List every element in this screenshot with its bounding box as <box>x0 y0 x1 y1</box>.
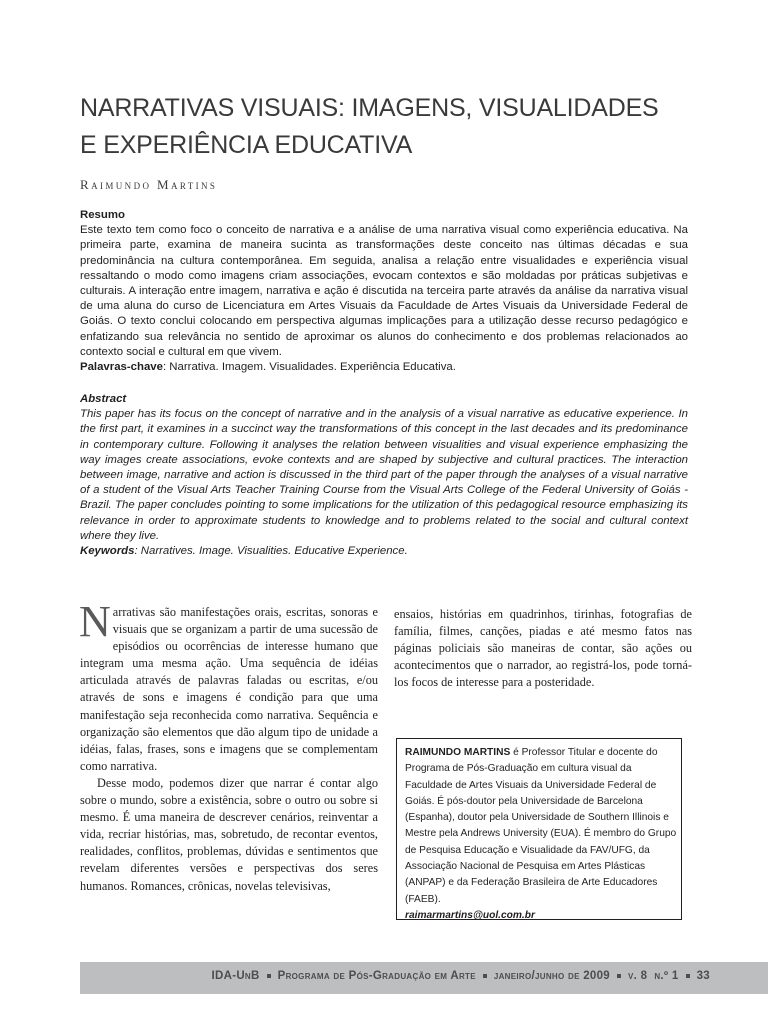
footer-number: n.º 1 <box>654 970 679 982</box>
abstract-heading: Abstract <box>80 393 127 405</box>
author-name: Raimundo Martins <box>80 177 218 192</box>
body-paragraph-2: Desse modo, podemos dizer que narrar é contar algo sobre o mundo, sobre a existência, sobre o outro ou sobre si mesmo. É uma maneira de descrever cenários, reinventar a vida, recriar histórias, mas, sobretudo, de recontar eventos, realidades, conflitos, problemas, dúvidas e sentimentos que revelam diferentes versões e perspectivas dos seres humanos. Romances, crônicas, novelas televisivas, <box>80 775 378 893</box>
footer-separator <box>483 974 487 978</box>
resumo-section <box>80 208 688 375</box>
footer-separator <box>267 974 271 978</box>
footer-program: Programa de Pós-Graduação em Arte <box>277 970 476 982</box>
title-line-1: NARRATIVAS VISUAIS: IMAGENS, VISUALIDADES <box>80 94 659 122</box>
body-paragraph-1 <box>79 597 378 775</box>
abstract-keywords <box>80 545 408 557</box>
resumo-text: Este texto tem como foco o conceito de narrativa e a análise de uma narrativa visual como experiência educativa. Na primeira parte, examina de maneira sucinta as transformações deste conceito nas últimas décadas e sua predominância na cultura contemporânea. Em seguida, analisa a relação entre visualidades e experiência visual ressaltando o modo como imagens criam associações, evocam contextos e são moldadas por práticas subjetivas e culturais. A interação entre imagem, narrativa e ação é discutida na terceira parte através da análise da narrativa visual de uma aluna do curso de Licenciatura em Artes Visuais da Faculdade de Artes Visuais da Universidade Federal de Goiás. O texto conclui colocando em perspectiva algumas implicações para a utilização desse recurso pedagógico e enfatizando sua relevância no sentido de aproximar os alunos do conhecimento e dos problemas relacionados ao contexto social e cultural em que vivem. <box>80 224 688 358</box>
abstract-keywords-text: : Narratives. Image. Visualities. Educative Experience. <box>134 545 408 558</box>
resumo-keywords-text: : Narrativa. Imagem. Visualidades. Experiência Educativa. <box>162 361 456 374</box>
abstract-section <box>80 392 688 559</box>
body-column-right <box>394 606 692 691</box>
body-paragraph-1-text: arrativas são manifestações orais, escritas, sonoras e visuais que se organizam a partir de uma sucessão de episódios ou ocorrências de interesse humano que integram uma mesma ação. Uma sequência de idéias articulada através de palavras faladas ou escritas, e/ou através de sons e imagens é condição para que uma manifestação seja reconhecida como narrativa. Sequência e organização são elementos que dão algum tipo de unidade a idéias, falas, frases, sons e imagens que se complementam como narrativa. <box>80 605 378 773</box>
abstract-text: This paper has its focus on the concept of narrative and in the analysis of a visual narrative as educative experience. In the first part, it examines in a succinct way the transformations of this concept in the last decades and its predominance in contemporary culture. Following it analyses the relation between visualities and visual experience emphasizing the way images create associations, evoke contexts and are shaped by subjective and cultural practices. The interaction between image, narrative and action is discussed in the third part of the paper through the analyses of a visual narrative of a student of the Visual Arts Teacher Training Course from the Visual Arts College of the Federal University of Goiás - Brazil. The paper concludes pointing to some implications for the utilization of this pedagogical resource emphasizing its relevance in order to approximate students to knowledge and to problems related to the social and cultural context where they live. <box>80 408 688 542</box>
author-email: raimarmartins@uol.com.br <box>405 909 535 921</box>
resumo-heading: Resumo <box>80 209 125 221</box>
body-paragraph-3: ensaios, histórias em quadrinhos, tirinhas, fotografias de família, filmes, canções, piadas e até mesmo fatos nas páginas policiais são maneiras de contar, são ações ou acontecimentos que o narrador, ao registrá-los, pode torná-los focos de interesse para a posteridade. <box>394 607 692 690</box>
article-title <box>80 90 700 164</box>
footer-volume: v. 8 <box>628 970 648 982</box>
body-column-left <box>79 597 378 895</box>
title-line-2: E EXPERIÊNCIA EDUCATIVA <box>80 131 413 159</box>
drop-cap: N <box>79 597 111 646</box>
footer-journal: IDA-UnB <box>211 970 260 982</box>
footer-text <box>211 970 710 982</box>
footer-date: janeiro/junho de 2009 <box>493 970 610 982</box>
bio-author-name: RAIMUNDO MARTINS <box>405 747 511 758</box>
footer-separator <box>686 974 690 978</box>
resumo-keywords <box>80 361 456 373</box>
author-bio-text <box>405 745 681 924</box>
page-footer <box>80 962 768 994</box>
resumo-keywords-label: Palavras-chave <box>80 361 163 374</box>
bio-description: é Professor Titular e docente do Programa de Pós-Graduação em cultura visual da Faculdade de Artes Visuais da Universidade Federal de Goiás. É pós-doutor pela Universidade de Barcelona (Espanha), doutor pela Universidade de Southern Illinois e Mestre pela Andrews University (EUA). É membro do Grupo de Pesquisa Educação e Visualidade da FAV/UFG, da Associação Nacional de Pesquisa em Artes Plásticas (ANPAP) e da Federação Brasileira de Arte Educadores (FAEB). <box>405 747 677 905</box>
abstract-keywords-label: Keywords <box>80 545 135 558</box>
author-bio-box <box>396 738 682 920</box>
footer-separator <box>617 974 621 978</box>
footer-page-number: 33 <box>696 970 710 982</box>
